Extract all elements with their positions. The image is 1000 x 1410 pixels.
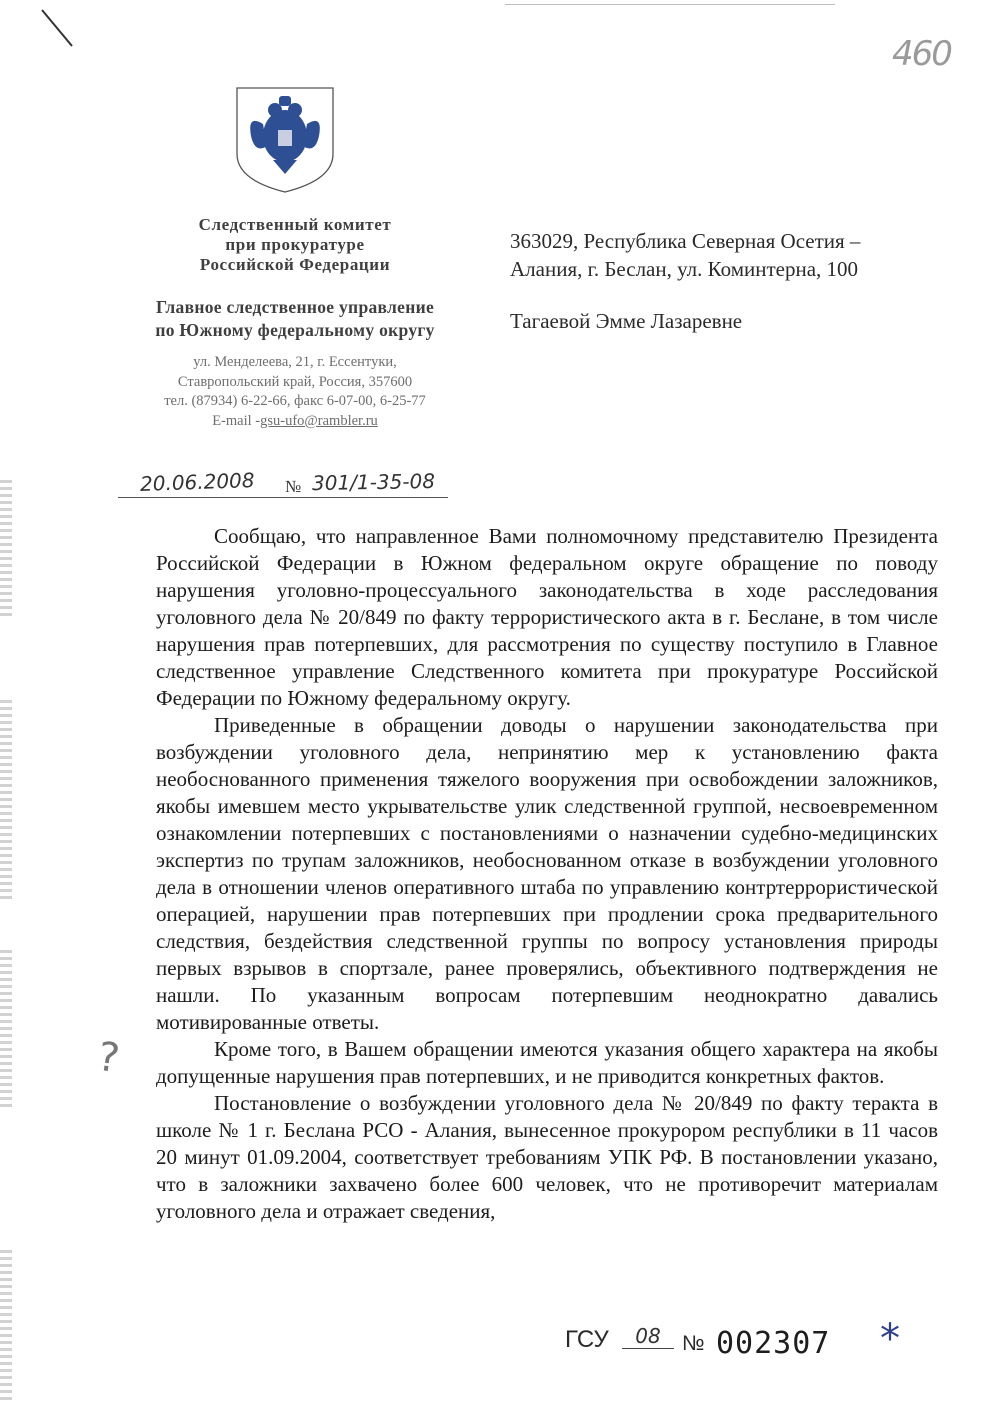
body-paragraph: Кроме того, в Вашем обращении имеются указания общего характера на якобы допущенные нарушения прав потерпевших, и не приводится конкретных фактов. [156,1037,938,1088]
scan-edge-artifact [0,950,12,1110]
asterisk-mark: * [880,1316,900,1362]
scan-top-rule [505,4,835,5]
dept-line: по Южному федеральному округу [155,320,435,340]
body-paragraph: Сообщаю, что направленное Вами полномочному представителю Президента Российской Федерации в Южном федеральном округе обращение по поводу нарушения уголовно-процессуального законодательства в ходе расследования уголовного дела № 20/849 по факту террористического акта в г. Беслане, в том числе нарушения прав потерпевших, для рассмотрения по существу поступило в Главное следственное управление Следственного комитета при прокуратуре Российской Федерации по Южному федеральному округу. [156,524,938,710]
recipient-address-line: 363029, Республика Северная Осетия – [510,229,861,253]
recipient-address-line: Алания, г. Беслан, ул. Коминтерна, 100 [510,256,859,281]
body-paragraph: Приведенные в обращении доводы о нарушении законодательства при возбуждении уголовного дела, непринятию мер к установлению факта необоснованного применения тяжелого вооружения при освобождении заложников, якобы имевшем место укрывательстве улик следственной группой, несвоевременном ознакомлении потерпевших с постановлениями о назначении судебно-медицинских экспертиз по трупам заложников, необоснованном отказе в возбуждении уголовного дела в отношении членов оперативного штаба по управлению контртеррористической операцией, нарушении прав потерпевших при продлении срока предварительного следствия, бездействия следственной группы по вопросу установления природы первых взрывов в спортзале, ранее проверялись, объективного подтверждения не нашли. По указанным вопросам потерпевшим неоднократно давались мотивированные ответы. [156,713,938,1034]
reference-date: 20.06.2008 [139,468,255,496]
org-line: Следственный комитет [198,215,392,234]
email-link[interactable]: gsu-ufo@rambler.ru [260,412,378,429]
org-line: Российской Федерации [199,255,391,274]
page-number: 460 [892,34,951,74]
reference-underline [118,497,448,498]
reference-number-label: № [285,477,302,496]
email-label: E-mail - [212,412,261,429]
russian-coat-of-arms-icon [233,84,337,194]
serial-number-label: № [682,1332,705,1355]
letter-body [156,523,938,1225]
email-line [120,412,470,432]
margin-question-mark: ? [94,1033,123,1083]
recipient-name: Тагаевой Эмме Лазаревне [510,309,743,333]
address-line: тел. (87934) 6-22-66, факс 6-07-00, 6-25-77 [164,393,426,409]
org-line: при прокуратуре [225,235,365,254]
org-name [120,215,470,275]
sender-address [120,353,470,431]
gsu-label: ГСУ [565,1326,609,1353]
address-line: Ставропольский край, Россия, 357600 [177,373,413,390]
reference-number: 301/1-35-08 [311,468,436,496]
serial-number: 002307 [716,1326,831,1361]
scan-edge-artifact [0,480,12,620]
scan-edge-artifact [0,1250,12,1400]
department-name [120,296,470,342]
scan-stroke-mark [38,6,78,50]
recipient-address [510,228,860,283]
gsu-handwritten-number: 08 [622,1324,674,1349]
address-line: ул. Менделеева, 21, г. Ессентуки, [193,354,397,370]
scan-edge-artifact [0,700,12,900]
dept-line: Главное следственное управление [155,297,435,317]
body-paragraph: Постановление о возбуждении уголовного дела № 20/849 по факту теракта в школе № 1 г. Беслана РСО - Алания, вынесенное прокурором республики в 11 часов 20 минут 01.09.2004, соответствует требованиям УПК РФ. В постановлении указано, что в заложники захвачено более 600 человек, что не противоречит материалам уголовного дела и отражает сведения, [156,1091,938,1223]
